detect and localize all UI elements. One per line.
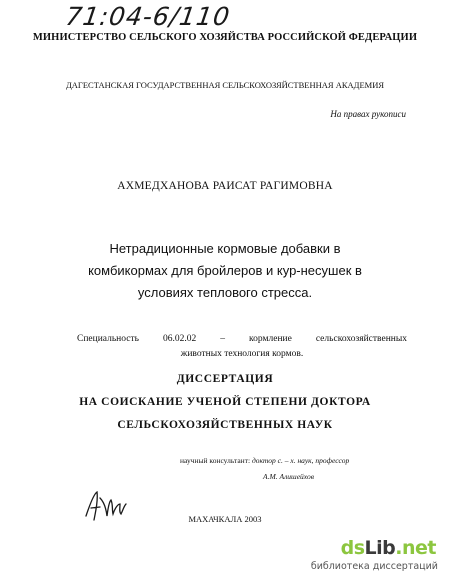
archive-stamp-number: 71:04-6/110: [63, 2, 233, 31]
title-line: условиях теплового стресса.: [137, 285, 313, 300]
watermark-subtitle: библиотека диссертаций: [310, 561, 438, 572]
advisor-degree: доктор с. – х. наук, профессор: [251, 456, 350, 465]
rights-note: На правах рукописи: [330, 109, 406, 119]
specialty-block: [77, 332, 407, 362]
title-line: Нетрадиционные кормовые добавки в: [109, 241, 341, 256]
specialty-line: Специальность 06.02.02 – кормление сельскохозяйственных: [77, 334, 407, 344]
degree-field-line: СЕЛЬСКОХОЗЯЙСТВЕННЫХ НАУК: [117, 419, 333, 431]
logo-part: .net: [395, 537, 436, 559]
advisor-name: А.М. Алишейхов: [263, 472, 314, 481]
logo-part: ds: [340, 537, 365, 559]
author-name: АХМЕДХАНОВА РАИСАТ РАГИМОВНА: [117, 180, 333, 192]
advisor-block: [180, 453, 349, 485]
dslib-watermark-logo: [341, 537, 436, 559]
title-line: комбикормах для бройлеров и кур-несушек в: [88, 263, 362, 278]
dissertation-label: ДИССЕРТАЦИЯ: [176, 373, 274, 385]
dissertation-title: [40, 238, 410, 304]
academy-heading: ДАГЕСТАНСКАЯ ГОСУДАРСТВЕННАЯ СЕЛЬСКОХОЗЯЙСТВЕННАЯ АКАДЕМИЯ: [66, 80, 384, 90]
degree-line: НА СОИСКАНИЕ УЧЕНОЙ СТЕПЕНИ ДОКТОРА: [79, 396, 371, 408]
ministry-heading: МИНИСТЕРСТВО СЕЛЬСКОГО ХОЗЯЙСТВА РОССИЙСКОЙ ФЕДЕРАЦИИ: [32, 32, 418, 43]
city-year: МАХАЧКАЛА 2003: [188, 514, 262, 524]
logo-part: Lib: [364, 537, 396, 559]
specialty-line: животных технология кормов.: [180, 349, 304, 359]
advisor-role: научный консультант:: [180, 456, 251, 465]
